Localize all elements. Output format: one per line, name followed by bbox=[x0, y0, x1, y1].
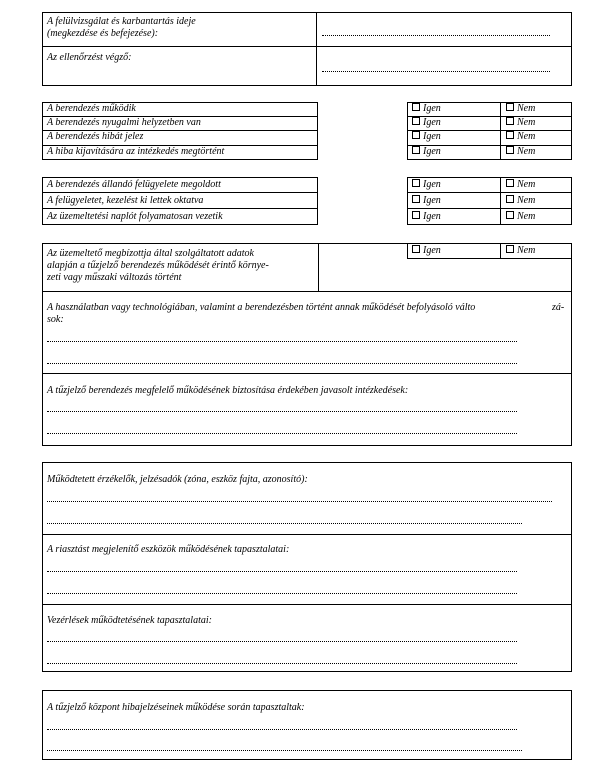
alarm-devices-top-line bbox=[42, 534, 572, 535]
checkbox-square-icon bbox=[506, 211, 514, 219]
status-question-label: A berendezés nyugalmi helyzetben van bbox=[47, 117, 201, 128]
data-change-label-3: zeti vagy műszaki változás történt bbox=[47, 272, 182, 283]
checkbox-square-icon bbox=[506, 117, 514, 125]
measures-line[interactable] bbox=[47, 432, 517, 434]
no-checkbox[interactable] bbox=[506, 146, 535, 158]
alarm-devices-line[interactable] bbox=[47, 570, 517, 572]
supervision-question-label: A felügyeletet, kezelést ki lettek oktatva bbox=[47, 195, 204, 206]
inspector-label: Az ellenőrzést végző: bbox=[47, 52, 132, 63]
checkbox-square-icon bbox=[412, 131, 420, 139]
no-checkbox[interactable] bbox=[506, 117, 535, 129]
changes-line[interactable] bbox=[47, 340, 517, 342]
changes-label-end: zá- bbox=[552, 302, 565, 313]
supervision-answer-divider bbox=[500, 177, 501, 225]
no-label: Nem bbox=[517, 103, 536, 114]
yes-checkbox[interactable] bbox=[412, 117, 441, 129]
changes-line[interactable] bbox=[47, 362, 517, 364]
supervision-answer-row-line bbox=[407, 208, 572, 209]
yes-checkbox[interactable] bbox=[412, 195, 441, 207]
data-change-label-right-border bbox=[318, 243, 319, 291]
yes-checkbox[interactable] bbox=[412, 131, 441, 143]
no-label: Nem bbox=[517, 245, 536, 256]
yes-checkbox[interactable] bbox=[412, 211, 441, 223]
yes-checkbox[interactable] bbox=[412, 179, 441, 191]
checkbox-square-icon bbox=[412, 195, 420, 203]
changes-label: A használatban vagy technológiában, valamint a berendezésben történt annak működését befolyásoló válto bbox=[47, 302, 476, 313]
yes-label: Igen bbox=[423, 146, 441, 157]
period-table-divider bbox=[316, 12, 317, 86]
status-question-label: A hiba kijavítására az intézkedés megtörtént bbox=[47, 146, 225, 157]
checkbox-square-icon bbox=[412, 146, 420, 154]
yes-label: Igen bbox=[423, 103, 441, 114]
data-change-label-2: alapján a tűzjelző berendezés működését érintő környe- bbox=[47, 260, 269, 271]
fault-line[interactable] bbox=[47, 728, 517, 730]
period-label-2: (megkezdése és befejezése): bbox=[47, 28, 159, 39]
controls-label: Vezérlések működtetésének tapasztalatai: bbox=[47, 615, 212, 626]
supervision-question-label: Az üzemeltetési naplót folyamatosan vezetik bbox=[47, 211, 223, 222]
detectors-label: Működtetett érzékelők, jelzésadók (zóna, eszköz fajta, azonosító): bbox=[47, 474, 308, 485]
status-question-label: A berendezés hibát jelez bbox=[47, 131, 144, 142]
supervision-row-line bbox=[42, 192, 318, 193]
checkbox-square-icon bbox=[506, 131, 514, 139]
yes-label: Igen bbox=[423, 179, 441, 190]
checkbox-square-icon bbox=[412, 179, 420, 187]
changes-label-2: sok: bbox=[47, 314, 64, 325]
status-question-label: A berendezés működik bbox=[47, 103, 136, 114]
controls-top-line bbox=[42, 604, 572, 605]
supervision-answer-row-line bbox=[407, 192, 572, 193]
controls-line[interactable] bbox=[47, 640, 517, 642]
checkbox-square-icon bbox=[412, 117, 420, 125]
supervision-row-line bbox=[42, 208, 318, 209]
yes-label: Igen bbox=[423, 131, 441, 142]
no-label: Nem bbox=[517, 146, 536, 157]
period-table-row-divider bbox=[42, 46, 572, 47]
no-checkbox[interactable] bbox=[506, 103, 535, 115]
supervision-question-label: A berendezés állandó felügyelete megoldott bbox=[47, 179, 221, 190]
detectors-line[interactable] bbox=[47, 522, 522, 524]
checkbox-square-icon bbox=[412, 211, 420, 219]
data-change-label: Az üzemeltető megbízottja által szolgáltatott adatok bbox=[47, 248, 254, 259]
no-checkbox[interactable] bbox=[506, 179, 535, 191]
no-label: Nem bbox=[517, 179, 536, 190]
controls-line[interactable] bbox=[47, 662, 517, 664]
yes-checkbox[interactable] bbox=[412, 146, 441, 158]
no-label: Nem bbox=[517, 131, 536, 142]
fault-label: A tűzjelző központ hibajelzéseinek működése során tapasztaltak: bbox=[47, 702, 305, 713]
checkbox-square-icon bbox=[506, 146, 514, 154]
measures-label: A tűzjelző berendezés megfelelő működésének biztosítása érdekében javasolt intézkedések: bbox=[47, 385, 409, 396]
yes-label: Igen bbox=[423, 195, 441, 206]
checkbox-square-icon bbox=[506, 195, 514, 203]
data-change-bottom-line bbox=[42, 291, 572, 292]
status-answer-divider bbox=[500, 102, 501, 160]
yes-label: Igen bbox=[423, 117, 441, 128]
period-field[interactable] bbox=[322, 34, 550, 36]
fault-line[interactable] bbox=[47, 749, 522, 751]
period-label: A felülvizsgálat és karbantartás ideje bbox=[47, 16, 196, 27]
yes-checkbox[interactable] bbox=[412, 103, 441, 115]
yes-label: Igen bbox=[423, 211, 441, 222]
checkbox-square-icon bbox=[506, 103, 514, 111]
no-checkbox[interactable] bbox=[506, 131, 535, 143]
no-checkbox[interactable] bbox=[506, 211, 535, 223]
alarm-devices-label: A riasztást megjelenítő eszközök működésének tapasztalatai: bbox=[47, 544, 290, 555]
detectors-line[interactable] bbox=[47, 500, 552, 502]
no-checkbox[interactable] bbox=[506, 195, 535, 207]
checkbox-square-icon bbox=[506, 179, 514, 187]
measures-line[interactable] bbox=[47, 410, 517, 412]
measures-top-line bbox=[42, 373, 572, 374]
no-label: Nem bbox=[517, 117, 536, 128]
no-label: Nem bbox=[517, 195, 536, 206]
yes-label: Igen bbox=[423, 245, 441, 256]
alarm-devices-line[interactable] bbox=[47, 592, 517, 594]
checkbox-square-icon bbox=[412, 103, 420, 111]
inspector-field[interactable] bbox=[322, 70, 550, 72]
no-label: Nem bbox=[517, 211, 536, 222]
